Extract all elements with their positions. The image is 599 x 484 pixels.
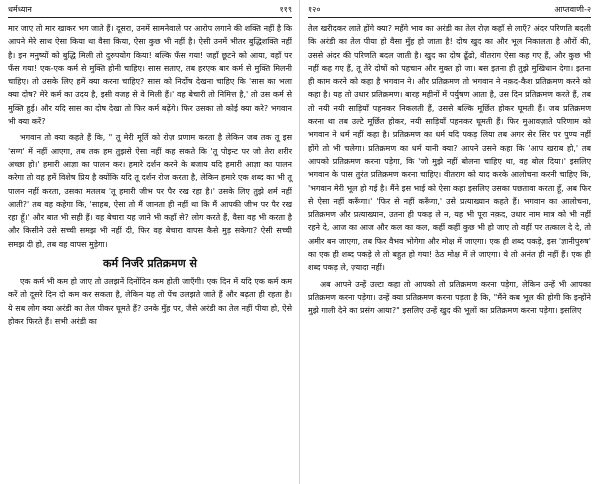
left-page-header (8, 4, 292, 18)
paragraph: मार जाए तो मार खाकर भग जाते हैं। दूसरा, उनमें सामनेवाले पर आरोप लगाने की शक्ति नहीं है कि आपने मेरे साथ ऐसा किया था वैसा किया, ऐसा कुछ भी नहीं है। ऐसी उनमें भीतर बुद्धिशक्ति नहीं है। इन मनुष्यों को बुद्धि मिली तो दुरुपयोग किया! बल्कि फँस गया! जहाँ छूटने को आया, वहाँ पर फँस गया! एक-एक कर्म से मुक्ति होनी चाहिए। सास सताए, तब हरएक बार कर्म से मुक्ति मिलनी चाहिए। तो उसके लिए हमें क्या करना चाहिए? सास को निर्दोष देखना चाहिए कि 'सास का भला क्या दोष? मेरे कर्म का उदय है, इसी वजह से वे मिली हैं।' वह बेचारी तो निमित्त है,' तो उस कर्म से मुक्ति हुई। और यदि सास का दोष देखा तो फिर कर्म बढ़ेंगे। फिर उसका तो कोई क्या करे? भगवान भी क्या करें? (8, 24, 292, 127)
running-title: आप्तवाणी-२ (554, 5, 591, 14)
page-number: ११९ (279, 5, 292, 14)
paragraph: तेल खरीदकर लाते होंगे क्या? महँगे भाव का अरंडी का तेल रोज़ कहाँ से लाएँ? अंदर परिणति बदली कि अरंडी का तेल पीया हो वैसा मुँह हो जाता है! दोष खुद का और भूल निकालता है औरों की, उससे अंदर की परिणति बदल जाती है। खुद का दोष ढूँढो, वीतराग ऐसा कह गए हैं, और कुछ भी नहीं कह गए हैं, तू तेरे दोषों को पहचान और मुक्त हो जा। बस इतना ही तुझे मुखिधान देगा। इतना ही काम करने को कहा है भगवान ने। और प्रतिक्रमण तो भगवान ने नक़द-कैश प्रतिक्रमण करने को कहा है। यह तो उधार प्रतिक्रमण। बारह महीनों में पर्युषण आता है, उस दिन प्रतिक्रमण करते हैं, तब तो नयी नयी साड़ियाँ पहनकर निकलती हैं, उससे बल्कि मूर्छित होकर घूमती हैं। जब प्रतिक्रमण करना था तब उल्टे मूर्छित होकर, नयी साड़ियाँ पहनकर घूमती हैं। फिर मुआवज़ाते परिणाम को भगवान ने धर्म नहीं कहा है। प्रतिक्रमण का धर्म यदि पकड़ लिया तब अगर सेर सिर पर पुण्य नहीं होंगे तो भी चलेगा। प्रतिक्रमण का धर्म यानी क्या? आपने उसने कहा कि 'आप खराब हो,' तब आपको प्रतिक्रमण करना पड़ेगा, कि 'जो मुझे नहीं बोलना चाहिए था, वह बोल दिया।' इसलिए भगवान के पास तुरंत प्रतिक्रमण करना चाहिए। वीतराग को याद करके आलोचना करनी चाहिए कि, 'भगवान मेरी भूल हो गई है। मैंने इस भाई को ऐसा कहा इसलिए उसका पछतावा करता हूँ, अब फिर से ऐसा नहीं करूँगा।' 'फिर से नहीं करूँगा,' उसे प्रत्याख्यान कहते हैं। भगवान का आलोचना, प्रतिक्रमण और प्रत्याख्यान, उतना ही पकड़ ले न, यह भी पूरा नक़द, उधार नाम मात्र को भी नहीं रहने दे, आज का आज और कल का कल, कहीं कहीं कुछ भी हो जाए तो वहीं पर तत्काल दे दे, तो अमीर बन जाएगा, तब फिर वैभव भोगेगा और मोक्ष में जाएगा। एक ही शब्द पकड़े, इस 'ज्ञानीपुरुष' का एक ही शब्द पकड़े ले तो बहुत हो गया! ठेठ मोक्ष में ले जाएगा। ये तो अनंत ही नहीं हैं। एक ही शब्द पकड़ ले, ज़्यादा नहीं। (308, 24, 591, 273)
section-heading: कर्म निर्जरे प्रतिक्रमण से (103, 257, 197, 271)
right-page-header (308, 4, 591, 18)
paragraph: अब आपने उन्हें उल्टा कहा तो आपको तो प्रतिक्रमण करना पड़ेगा, लेकिन उन्हें भी आपका प्रतिक्रमण करना पड़ेगा। उन्हें क्या प्रतिक्रमण करना पड़ता है कि, "मैंने कब भूल की होगी कि इन्होंने मुझे गाली देने का प्रसंग आया?" इसलिए उन्हें खुद की भूलों का प्रतिक्रमण करना पड़ेगा। इसलिए (308, 279, 591, 316)
paragraph: एक कर्म भी कम हो जाए तो उलझनें दिनोंदिन कम होती जाएँगी। एक दिन में यदि एक कर्म कम करें तो दूसरे दिन दो कम कर सकता है, लेकिन यह तो पेंच उलझते जाते हैं और बढ़ता ही रहता है। ये सब लोग क्या अरंडी का तेल पीकर घूमते हैं? उनके मुँह पर, जैसे अरंडी का तेल नहीं पीया हो, ऐसे होकर फिरते हैं। सभी अरंडी का (8, 277, 292, 326)
running-title: धर्मध्यान (8, 5, 32, 14)
paragraph: भगवान तो क्या कहते हैं कि, " तू मेरी मूर्ति को रोज़ प्रणाम करता है लेकिन जब तक तू इस 'सग्ग' में नहीं आएगा, तब तक हम तुझसे ऐसा नहीं कह सकते कि 'तू पोइन्ट पर जो तेरा शरीर अच्छा हो।' हमारी आज्ञा का पालन कर। हमारे दर्शन करने के बजाय यदि हमारी आज्ञा का पालन करेगा तो वह हमें विशेष प्रिय है क्योंकि यदि तू दर्शन रोज करता है, लेकिन हमारे एक शब्द का भी तू पालन नहीं करता, उसका मतलब 'तू हमारी जीभ पर पैर रख रहा है।' उसके लिए तुझे शर्म नहीं आती?' तब वह कहेगा कि, 'साहब, ऐसा तो मैं जानता ही नहीं था कि मैं आपकी जीभ पर पैर रख रहा हूँ।' और बात भी सही हैं। वह बेचारा यह जाने भी कहाँ से? लोग करते हैं, वैसा वह भी करता है और किसीने उसे सच्ची समझ भी नहीं दी, फिर वह बेचारा वापस कैसे मुड़ सकेगा? ऐसी सच्ची समझ दी हो, तब वह वापस मुड़ेगा। (8, 133, 292, 249)
page-number: १२० (308, 5, 321, 14)
right-page (300, 0, 599, 484)
